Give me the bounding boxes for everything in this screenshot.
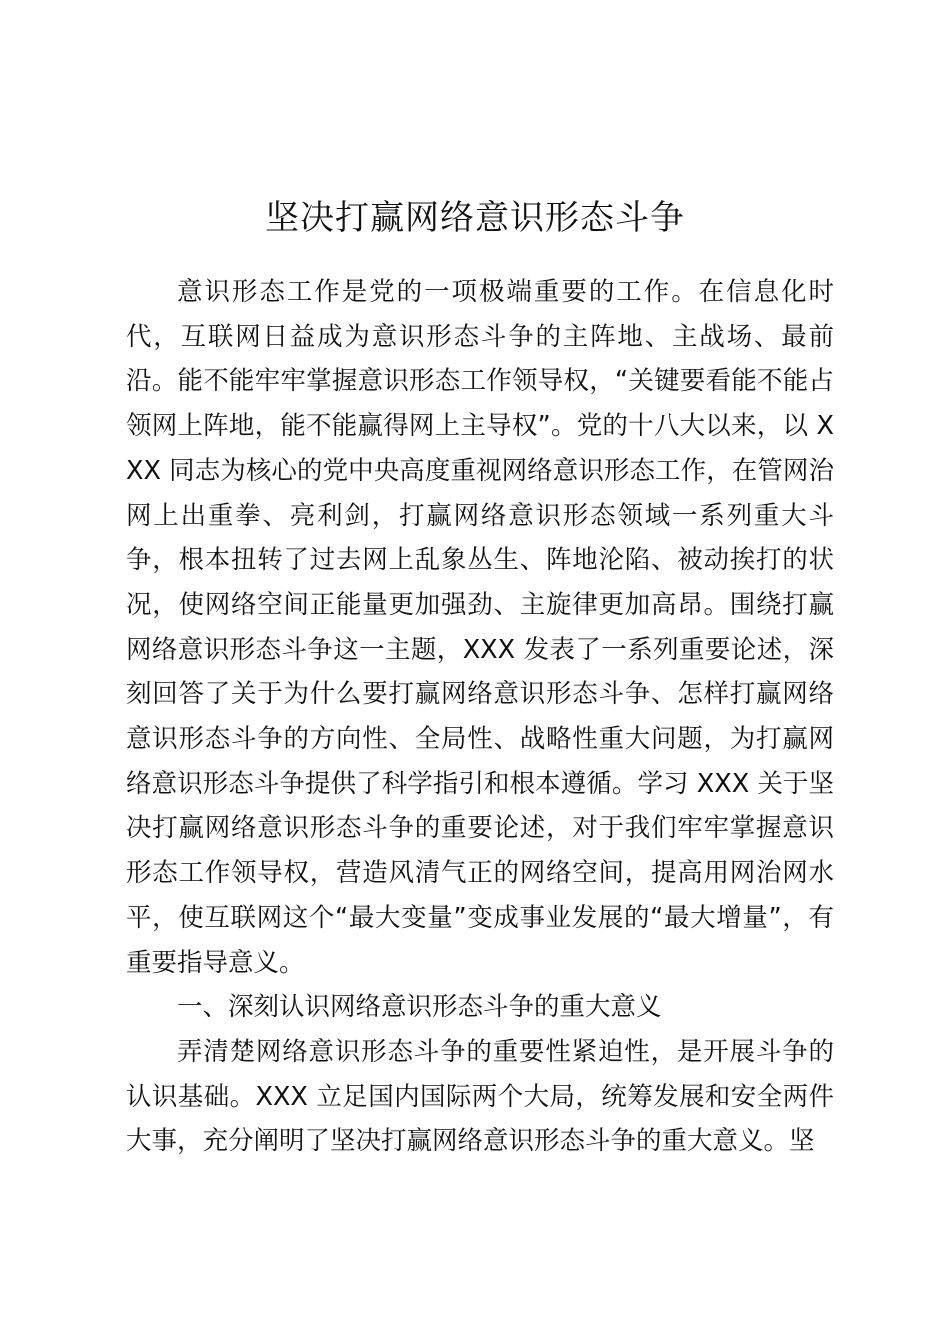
intro-paragraph: 意识形态工作是党的一项极端重要的工作。在信息化时代，互联网日益成为意识形态斗争的主阵地、主战场、最前沿。能不能牢牢掌握意识形态工作领导权，“关键要看能不能占领网上阵地，能不能赢得网上主导权”。党的十八大以来，以 XXX 同志为核心的党中央高度重视网络意识形态工作，在管网治网上出重拳、亮利剑，打赢网络意识形态领域一系列重大斗争，根本扭转了过去网上乱象丛生、阵地沦陷、被动挨打的状况，使网络空间正能量更加强劲、主旋律更加高昂。围绕打赢网络意识形态斗争这一主题，XXX 发表了一系列重要论述，深刻回答了关于为什么要打赢网络意识形态斗争、怎样打赢网络意识形态斗争的方向性、全局性、战略性重大问题，为打赢网络意识形态斗争提供了科学指引和根本遵循。学习 XXX 关于坚决打赢网络意识形态斗争的重要论述，对于我们牢牢掌握意识形态工作领导权，营造风清气正的网络空间，提高用网治网水平，使互联网这个“最大变量”变成事业发展的“最大增量”，有重要指导意义。: [126, 277, 834, 978]
document-title: 坚决打赢网络意识形态斗争: [265, 197, 685, 238]
section-paragraph: 弄清楚网络意识形态斗争的重要性紧迫性，是开展斗争的认识基础。XXX 立足国内国际两个大局，统筹发展和安全两件大事，充分阐明了坚决打赢网络意识形态斗争的重大意义。坚: [126, 1036, 834, 1157]
document-body: [126, 270, 834, 1164]
section-heading: 一、深刻认识网络意识形态斗争的重大意义: [177, 992, 662, 1023]
